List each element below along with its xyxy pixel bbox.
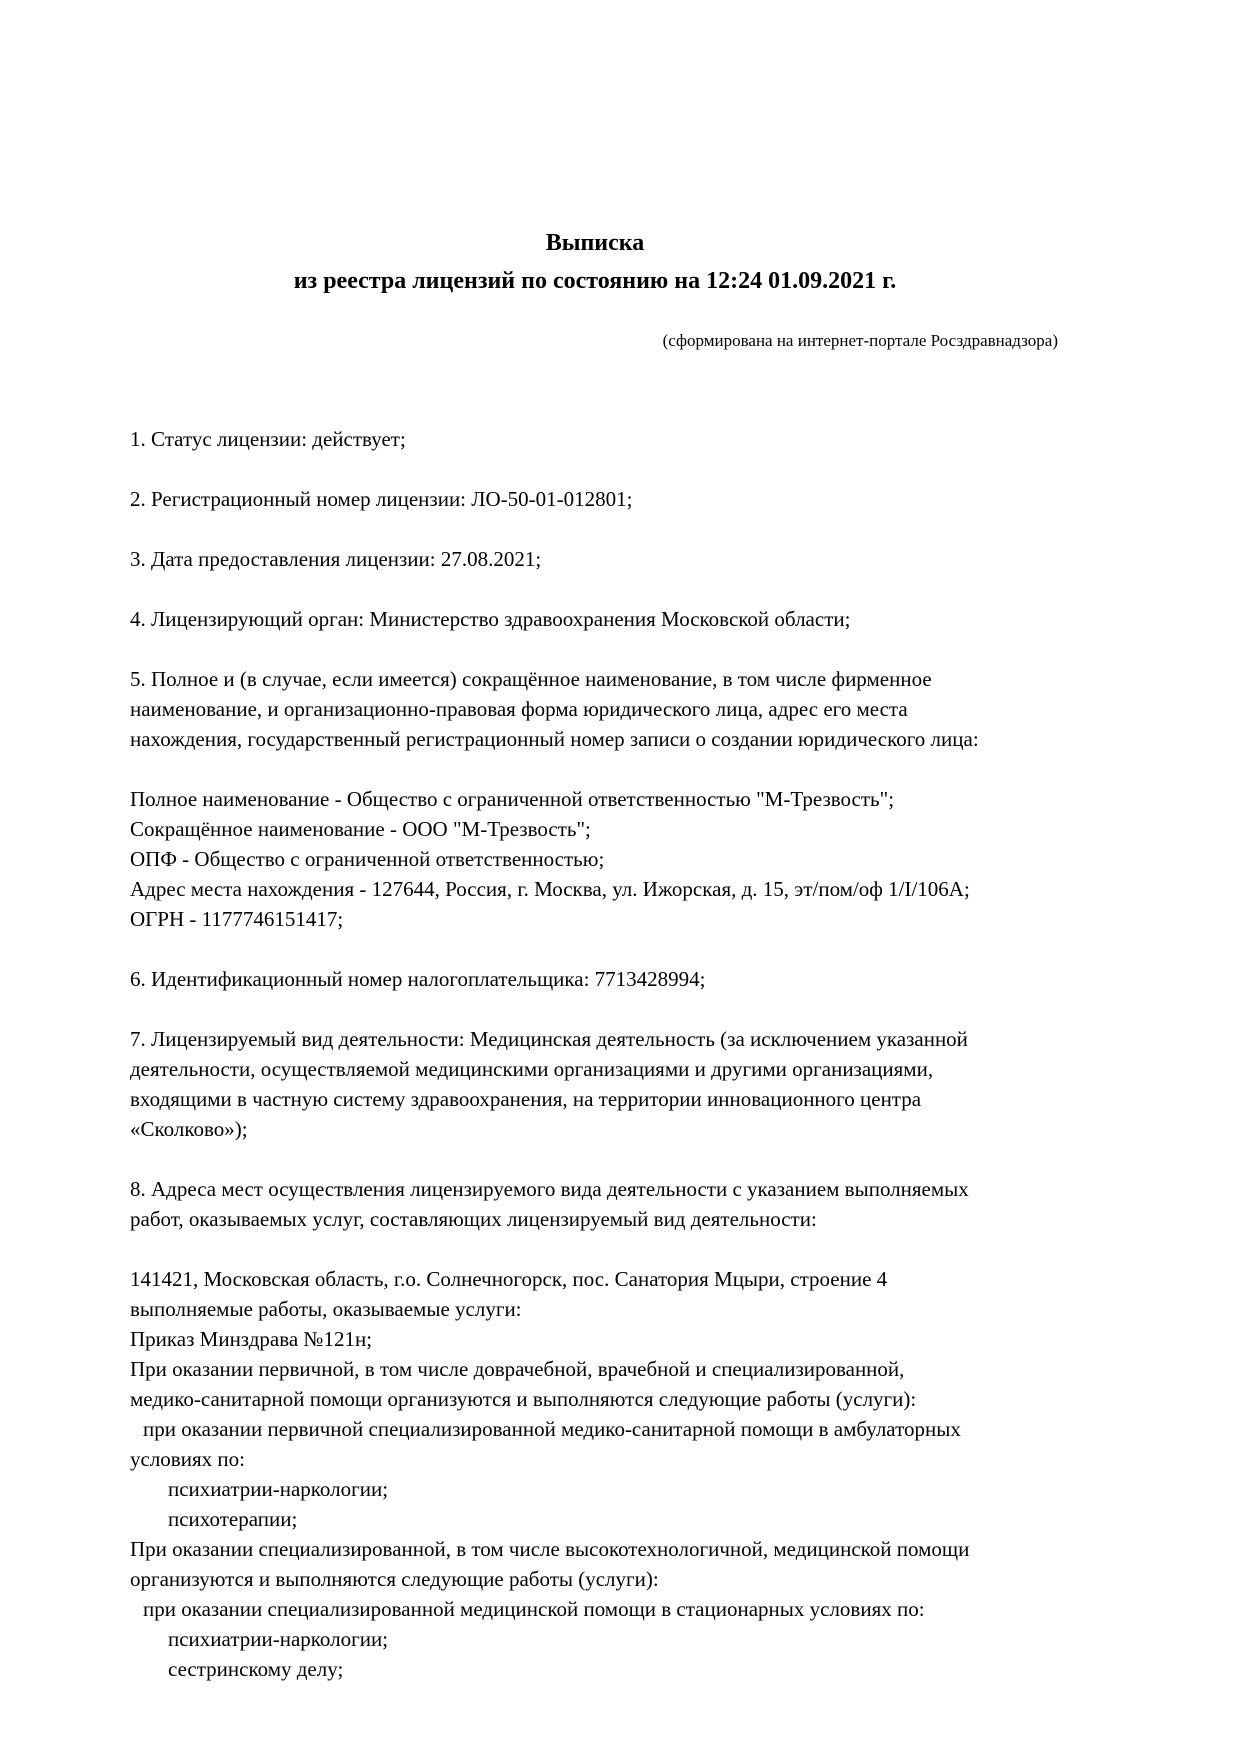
ministry-order: Приказ Минздрава №121н; <box>130 1327 373 1351</box>
text-line: 8. Адреса мест осуществления лицензируемого вида деятельности с указанием выполняемых <box>130 1177 969 1201</box>
primary-outpatient-line: при оказании первичной специализированной медико-санитарной помощи в амбулаторных <box>143 1417 961 1441</box>
specialized-inpatient-line: при оказании специализированной медицинской помощи в стационарных условиях по: <box>143 1597 925 1621</box>
text-line: 7. Лицензируемый вид деятельности: Медицинская деятельность (за исключением указанной <box>130 1027 968 1051</box>
org-legal-form: ОПФ - Общество с ограниченной ответственностью; <box>130 847 605 871</box>
primary-care-line: При оказании первичной, в том числе доврачебной, врачебной и специализированной, <box>130 1357 905 1381</box>
text-line: деятельности, осуществляемой медицинскими организациями и другими организациями, <box>130 1057 934 1081</box>
text-line: нахождения, государственный регистрационный номер записи о создании юридического лица: <box>130 727 979 751</box>
org-address: Адрес места нахождения - 127644, Россия, г. Москва, ул. Ижорская, д. 15, эт/пом/оф 1/I/106А; <box>130 877 970 901</box>
title-line-2: из реестра лицензий по состоянию на 12:24 01.09.2021 г. <box>293 268 897 294</box>
specialized-care-line: При оказании специализированной, в том числе высокотехнологичной, медицинской помощи <box>130 1537 970 1561</box>
text-line: работ, оказываемых услуг, составляющих лицензируемый вид деятельности: <box>130 1207 817 1231</box>
site-works-label: выполняемые работы, оказываемые услуги: <box>130 1297 522 1321</box>
taxpayer-inn: 6. Идентификационный номер налогоплательщика: 7713428994; <box>130 967 706 991</box>
text-line: наименование, и организационно-правовая форма юридического лица, адрес его места <box>130 697 908 721</box>
document-body <box>130 424 1110 1684</box>
org-ogrn: ОГРН - 1177746151417; <box>130 907 344 931</box>
addresses-heading <box>130 1174 1110 1234</box>
org-full-name: Полное наименование - Общество с ограниченной ответственностью "М-Трезвость"; <box>130 787 895 811</box>
license-status: 1. Статус лицензии: действует; <box>130 427 406 451</box>
org-short-name: Сокращённое наименование - ООО "М-Трезвость"; <box>130 817 591 841</box>
primary-outpatient-line: условиях по: <box>130 1447 245 1471</box>
text-line: входящими в частную систему здравоохранения, на территории инновационного центра <box>130 1087 922 1111</box>
service-item: психиатрии-наркологии; <box>168 1477 389 1501</box>
grant-date: 3. Дата предоставления лицензии: 27.08.2021; <box>130 547 542 571</box>
text-line: 5. Полное и (в случае, если имеется) сокращённое наименование, в том числе фирменное <box>130 667 932 691</box>
licensing-authority: 4. Лицензирующий орган: Министерство здравоохранения Московской области; <box>130 607 851 631</box>
specialized-care-line: организуются и выполняются следующие работы (услуги): <box>130 1567 659 1591</box>
formation-note: (сформирована на интернет-портале Росздравнадзора) <box>662 331 1058 350</box>
licensed-activity <box>130 1024 1110 1144</box>
service-item: психотерапии; <box>168 1507 298 1531</box>
title-line-1: Выписка <box>545 230 645 256</box>
primary-care-line: медико-санитарной помощи организуются и выполняются следующие работы (услуги): <box>130 1387 917 1411</box>
work-site-details <box>130 1264 1110 1684</box>
site-address: 141421, Московская область, г.о. Солнечногорск, пос. Санатория Мцыри, строение 4 <box>130 1267 888 1291</box>
registration-number: 2. Регистрационный номер лицензии: ЛО-50-01-012801; <box>130 487 633 511</box>
service-item: сестринскому делу; <box>168 1657 344 1681</box>
organization-heading <box>130 664 1110 754</box>
text-line: «Сколково»); <box>130 1117 248 1141</box>
document-title <box>130 224 1060 300</box>
organization-details <box>130 784 1110 934</box>
service-item: психиатрии-наркологии; <box>168 1627 389 1651</box>
